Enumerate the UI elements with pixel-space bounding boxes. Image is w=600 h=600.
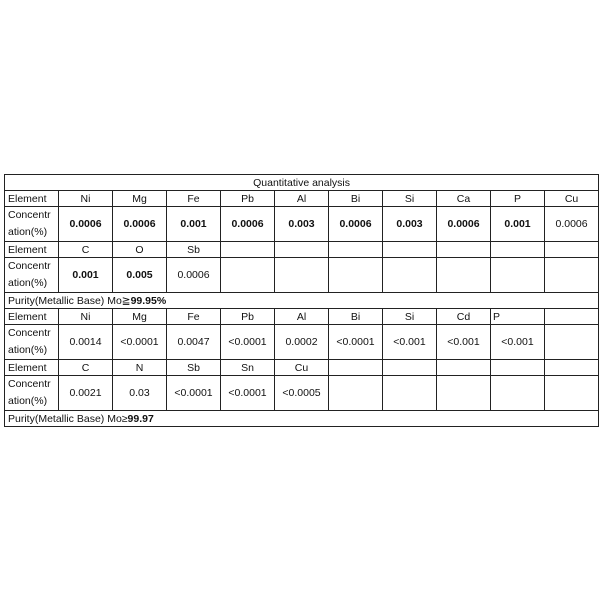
table-title: Quantitative analysis xyxy=(5,175,599,191)
element-cell: P xyxy=(491,309,545,325)
purity-line: Purity(Metallic Base) Mo≧99.95% xyxy=(5,293,599,309)
row-label-element: Element xyxy=(5,242,59,258)
empty-cell xyxy=(491,360,545,376)
empty-cell xyxy=(275,258,329,293)
purity-line: Purity(Metallic Base) Mo≥99.97 xyxy=(5,411,599,427)
row-label-concentration: Concentr ation(%) xyxy=(5,207,59,242)
row-label-element: Element xyxy=(5,309,59,325)
empty-cell xyxy=(329,242,383,258)
value-cell: 0.003 xyxy=(275,207,329,242)
table-row xyxy=(5,411,599,427)
value-cell: 0.0006 xyxy=(167,258,221,293)
empty-cell xyxy=(545,376,599,411)
empty-cell xyxy=(221,242,275,258)
row-label-concentration: Concentr ation(%) xyxy=(5,258,59,293)
element-cell: O xyxy=(113,242,167,258)
empty-cell xyxy=(383,376,437,411)
element-cell: Mg xyxy=(113,309,167,325)
value-cell: 0.005 xyxy=(113,258,167,293)
value-cell: <0.0005 xyxy=(275,376,329,411)
empty-cell xyxy=(545,258,599,293)
value-cell: 0.0021 xyxy=(59,376,113,411)
element-cell: Bi xyxy=(329,191,383,207)
empty-cell xyxy=(383,258,437,293)
element-cell: C xyxy=(59,360,113,376)
value-cell: 0.0006 xyxy=(437,207,491,242)
table-row xyxy=(5,325,599,360)
value-cell: 0.03 xyxy=(113,376,167,411)
element-cell: Sn xyxy=(221,360,275,376)
empty-cell xyxy=(545,309,599,325)
element-cell: Pb xyxy=(221,191,275,207)
element-cell: Si xyxy=(383,191,437,207)
empty-cell xyxy=(491,258,545,293)
element-cell: N xyxy=(113,360,167,376)
value-cell: 0.0002 xyxy=(275,325,329,360)
element-cell: Pb xyxy=(221,309,275,325)
empty-cell xyxy=(383,242,437,258)
element-cell: C xyxy=(59,242,113,258)
value-cell: <0.0001 xyxy=(221,376,275,411)
empty-cell xyxy=(275,242,329,258)
table-row xyxy=(5,207,599,242)
element-cell: Fe xyxy=(167,191,221,207)
table-row xyxy=(5,191,599,207)
element-cell: Ni xyxy=(59,309,113,325)
table-row xyxy=(5,309,599,325)
value-cell: <0.001 xyxy=(437,325,491,360)
table-row xyxy=(5,258,599,293)
row-label-concentration: Concentr ation(%) xyxy=(5,376,59,411)
value-cell: 0.001 xyxy=(167,207,221,242)
value-cell: <0.0001 xyxy=(221,325,275,360)
empty-cell xyxy=(329,258,383,293)
empty-cell xyxy=(329,360,383,376)
value-cell: <0.001 xyxy=(491,325,545,360)
row-label-element: Element xyxy=(5,360,59,376)
element-cell: Cd xyxy=(437,309,491,325)
value-cell: <0.0001 xyxy=(329,325,383,360)
table-row xyxy=(5,376,599,411)
empty-cell xyxy=(437,242,491,258)
empty-cell xyxy=(491,242,545,258)
empty-cell xyxy=(437,360,491,376)
element-cell: Cu xyxy=(545,191,599,207)
empty-cell xyxy=(329,376,383,411)
element-cell: Al xyxy=(275,191,329,207)
empty-cell xyxy=(383,360,437,376)
element-cell: Ni xyxy=(59,191,113,207)
value-cell: 0.0047 xyxy=(167,325,221,360)
value-cell: 0.0014 xyxy=(59,325,113,360)
value-cell: 0.0006 xyxy=(545,207,599,242)
value-cell: 0.003 xyxy=(383,207,437,242)
element-cell: Si xyxy=(383,309,437,325)
table-row xyxy=(5,242,599,258)
value-cell: 0.0006 xyxy=(113,207,167,242)
value-cell: <0.0001 xyxy=(167,376,221,411)
value-cell: 0.0006 xyxy=(221,207,275,242)
value-cell: 0.0006 xyxy=(59,207,113,242)
table-row xyxy=(5,360,599,376)
empty-cell xyxy=(545,360,599,376)
value-cell: <0.0001 xyxy=(113,325,167,360)
quantitative-analysis-table xyxy=(4,174,599,427)
element-cell: Sb xyxy=(167,242,221,258)
table-row xyxy=(5,293,599,309)
row-label-concentration: Concentr ation(%) xyxy=(5,325,59,360)
value-cell: 0.0006 xyxy=(329,207,383,242)
element-cell: Bi xyxy=(329,309,383,325)
empty-cell xyxy=(545,325,599,360)
value-cell: 0.001 xyxy=(59,258,113,293)
element-cell: Sb xyxy=(167,360,221,376)
value-cell: 0.001 xyxy=(491,207,545,242)
element-cell: Al xyxy=(275,309,329,325)
empty-cell xyxy=(437,376,491,411)
empty-cell xyxy=(221,258,275,293)
row-label-element: Element xyxy=(5,191,59,207)
value-cell: <0.001 xyxy=(383,325,437,360)
element-cell: Mg xyxy=(113,191,167,207)
empty-cell xyxy=(437,258,491,293)
empty-cell xyxy=(545,242,599,258)
element-cell: Cu xyxy=(275,360,329,376)
empty-cell xyxy=(491,376,545,411)
element-cell: P xyxy=(491,191,545,207)
element-cell: Fe xyxy=(167,309,221,325)
element-cell: Ca xyxy=(437,191,491,207)
